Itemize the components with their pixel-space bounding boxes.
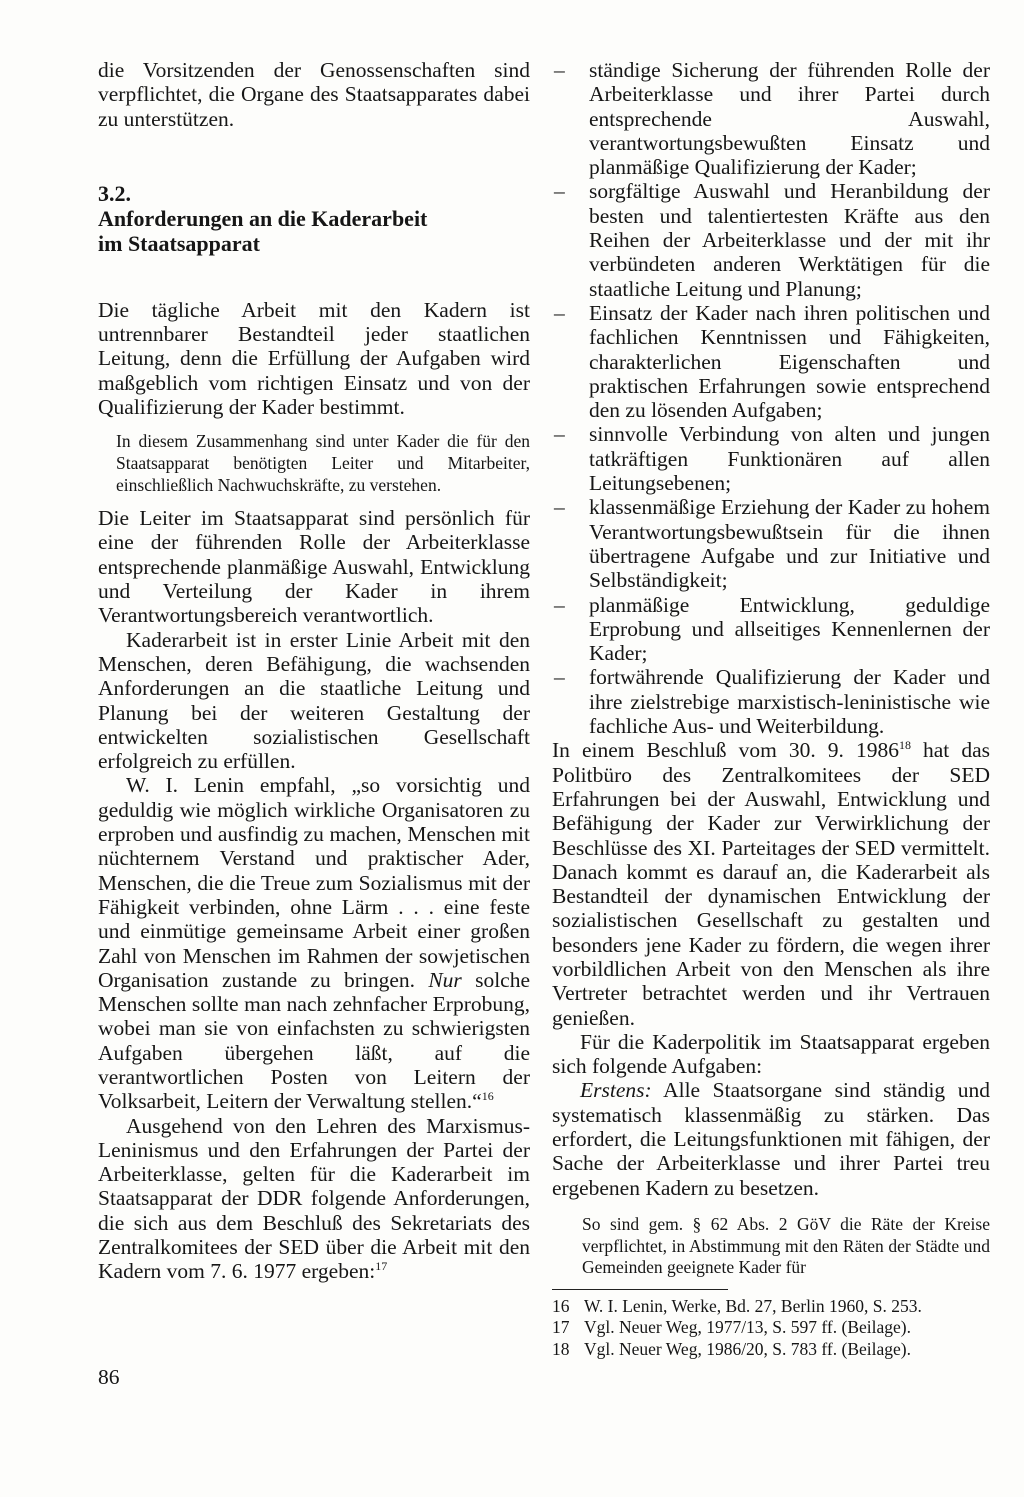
footnote-16: [552, 1296, 990, 1318]
paragraph-2: Die Leiter im Staatsapparat sind persönlich für eine der führenden Rolle der Arbeiterklasse entsprechende planmäßige Auswahl, Entwicklung und Verteilung der Kader in ihrem Verantwortungsbereich verantwortlich.: [98, 506, 530, 628]
paragraph-1: Die tägliche Arbeit mit den Kadern ist untrennbarer Bestandteil jeder staatlichen Leitung, denn die Erfüllung der Aufgaben wird maßgeblich vom richtigen Einsatz und von der Qualifizierung der Kader bestimmt.: [98, 297, 530, 420]
footnote-ref-18[interactable]: 18: [898, 738, 911, 753]
footnote-number: 16: [552, 1295, 570, 1316]
list-item-text: planmäßige Entwicklung, geduldige Erprobung und allseitiges Kennenlernen der Kader;: [589, 592, 990, 666]
erstens-text: Alle Staatsorgane sind ständig und systematisch klassenmäßig zu stärken. Das erfordert, die Leitungsfunktionen mit fähigen, der Sache der Arbeiterklasse und ihrer Partei treu ergebenen Kadern zu besetzen.: [552, 1078, 990, 1200]
small-note-kader: In diesem Zusammenhang sind unter Kader die für den Staatsapparat benötigten Leiter und Mitarbeiter, einschließlich Nachwuchskräfte, zu verstehen.: [116, 431, 530, 495]
paragraph-erstens: [552, 1078, 990, 1199]
dash-marker: –: [554, 495, 565, 520]
list-item: [552, 495, 990, 592]
quote-emphasis: Nur: [428, 967, 462, 992]
list-item-text: fortwährende Qualifizierung der Kader und ihre zielstrebige marxistisch-leninistische wie fachliche Aus- und Weiterbildung.: [589, 665, 990, 739]
footnote-text: Vgl. Neuer Weg, 1986/20, S. 783 ff. (Beilage).: [584, 1338, 911, 1359]
footnote-ref-16[interactable]: 16: [481, 1089, 494, 1104]
list-item-text: sinnvolle Verbindung von alten und jungen tatkräftigen Funktionären auf allen Leitungsebenen;: [589, 422, 990, 496]
footnote-17: [552, 1317, 990, 1339]
footnote-18: [552, 1339, 990, 1361]
paragraph-lenin-quote: [98, 773, 530, 1113]
page-number: 86: [98, 1365, 120, 1389]
politbuero-text-2: hat das Politbüro des Zentralkomitees der SED Erfahrungen bei der Auswahl, Entwicklung und Befähigung der Kader zur Verwirklichung der Beschlüsse des XI. Parteitages der SED vermittelt. Danach kommt es darauf an, die Kaderarbeit als Bestandteil der dynamischen Entwicklung der sozialistischen Gesellschaft zu gestalten und besonders jene Kader zu fördern, die wegen ihrer vorbildlichen Arbeit von den Menschen als ihre Vertreter betrachtet werden und ihr Vertrauen genießen.: [552, 738, 990, 1030]
footnote-divider: [552, 1289, 728, 1290]
list-item: [552, 179, 990, 300]
list-item-text: Einsatz der Kader nach ihren politischen und fachlichen Kenntnissen und Fähigkeiten, charakterlichen Eigenschaften und praktischen Erfahrungen sowie entsprechend den zu lösenden Aufgaben;: [589, 300, 990, 423]
dash-marker: –: [554, 58, 565, 82]
footnotes: [552, 1296, 990, 1361]
paragraph-aufgaben: Für die Kaderpolitik im Staatsapparat ergeben sich folgende Aufgaben:: [552, 1029, 990, 1079]
list-item: [552, 422, 990, 495]
list-item: [552, 301, 990, 422]
dash-marker: –: [554, 179, 565, 204]
requirements-list: [552, 58, 990, 738]
quote-part-2: solche Menschen sollte man nach zehnfacher Erprobung, wobei man sie von einfachsten zu schwierigsten Aufgaben übergehen läßt, auf die verantwortlichen Posten von Leitern der Volksarbeit, Leitern der Verwaltung stellen.“: [98, 967, 531, 1114]
paragraph-5: [98, 1114, 530, 1284]
footnote-text: W. I. Lenin, Werke, Bd. 27, Berlin 1960, S. 253.: [584, 1295, 922, 1316]
section-title-line-1: Anforderungen an die Kaderarbeit: [98, 205, 428, 231]
list-item-text: ständige Sicherung der führenden Rolle der Arbeiterklasse und ihrer Partei durch entsprechende Auswahl, verantwortungsbewußten Einsatz und planmäßige Qualifizierung der Kader;: [589, 58, 990, 180]
left-column: [98, 58, 530, 1284]
list-item: [552, 593, 990, 666]
dash-marker: –: [554, 300, 565, 325]
list-item: [552, 665, 990, 738]
paragraph-politbuero: [552, 738, 990, 1030]
section-heading: [98, 181, 530, 256]
footnote-number: 18: [552, 1338, 570, 1359]
list-item-text: sorgfältige Auswahl und Heranbildung der besten und talentiertesten Kräfte aus den Reihen der Arbeiterklasse und der mit ihr verbündeten anderen Werktätigen für die staatliche Leitung und Planung;: [589, 179, 990, 301]
paragraph-3: Kaderarbeit ist in erster Linie Arbeit mit den Menschen, deren Befähigung, die wachsenden Anforderungen an die staatliche Leitung und Planung bei der weiteren Gestaltung der entwickelten sozialistischen Gesellschaft erfolgreich zu erfüllen.: [98, 627, 530, 774]
footnote-number: 17: [552, 1317, 570, 1338]
dash-marker: –: [554, 665, 565, 690]
list-item: [552, 58, 990, 179]
list-item-text: klassenmäßige Erziehung der Kader zu hohem Verantwortungsbewußtsein für die ihnen übertragene Aufgabe und zur Initiative und Selbständigkeit;: [589, 495, 990, 593]
politbuero-text-1: In einem Beschluß vom 30. 9. 1986: [552, 738, 899, 763]
right-column: [552, 58, 990, 1361]
section-number: 3.2.: [98, 180, 131, 206]
paragraph-5-text: Ausgehend von den Lehren des Marxismus-Leninismus und den Erfahrungen der Partei der Arbeiterklasse, gelten für die Kaderarbeit im Staatsapparat der DDR folgende Anforderungen, die sich aus dem Beschluß des Sekretariats des Zentralkomitees der SED über die Arbeit mit den Kadern vom 7. 6. 1977 ergeben:: [98, 1113, 530, 1284]
dash-marker: –: [554, 422, 565, 447]
quote-part-1: W. I. Lenin empfahl, „so vorsichtig und geduldig wie möglich wirkliche Organisatoren zu erproben und ausfindig zu machen, Menschen mit nüchternem Verstand und praktischer Ader, Menschen, die die Treue zum Sozialismus mit der Fähigkeit verbinden, ohne Lärm . . . eine feste und einmütige gemeinsame Arbeit einer großen Zahl von Menschen im Rahmen der sowjetischen Organisation zustande zu bringen.: [98, 773, 530, 992]
erstens-label: Erstens:: [580, 1078, 652, 1103]
section-title-line-2: im Staatsapparat: [98, 230, 260, 256]
small-note-goev: So sind gem. § 62 Abs. 2 GöV die Räte der Kreise verpflichtet, in Abstimmung mit den Räten der Städte und Gemeinden geeignete Kader für: [582, 1213, 990, 1278]
intro-paragraph: die Vorsitzenden der Genossenschaften sind verpflichtet, die Organe des Staatsapparates dabei zu unterstützen.: [98, 58, 530, 131]
footnote-text: Vgl. Neuer Weg, 1977/13, S. 597 ff. (Beilage).: [584, 1317, 911, 1338]
dash-marker: –: [554, 592, 565, 617]
footnote-ref-17[interactable]: 17: [375, 1259, 388, 1274]
